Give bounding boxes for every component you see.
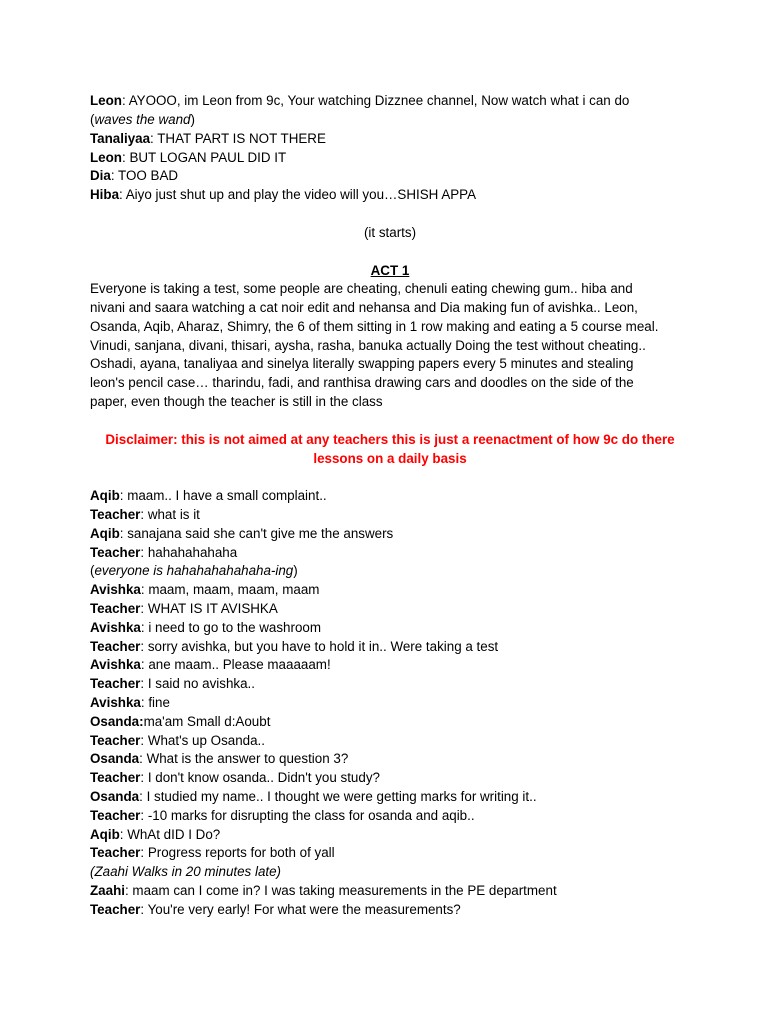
line-text: ma'am Small d:Aoubt [143,714,271,729]
line-text: : i need to go to the washroom [140,620,322,635]
dialogue-line [90,524,690,543]
speaker-name: Hiba [90,187,120,202]
speaker-name: Teacher [90,770,141,785]
line-text: : ane maam.. Please maaaaam! [140,657,331,672]
speaker-name: Teacher [90,507,141,522]
paren-close: ) [190,112,195,127]
dialogue-line [90,674,690,693]
speaker-name: Dia [90,168,111,183]
act-description-line: Everyone is taking a test, some people are cheating, chenuli eating chewing gum.. hiba and [90,281,633,296]
dialogue-line [90,148,690,167]
line-text: : BUT LOGAN PAUL DID IT [122,150,287,165]
line-text: : AYOOO, im Leon from 9c, Your watching Dizznee channel, Now watch what i can do [122,93,630,108]
speaker-name: Osanda: [90,714,144,729]
dialogue-line [90,599,690,618]
speaker-name: Leon [90,93,122,108]
dialogue-line [90,655,690,674]
stage-direction [90,110,690,129]
act-description-line: nivani and saara watching a cat noir edit and nehansa and Dia making fun of avishka.. Leon, [90,300,638,315]
dialogue-line [90,881,690,900]
speaker-name: Zaahi [90,883,125,898]
line-text: : I don't know osanda.. Didn't you study? [140,770,380,785]
line-text: : what is it [140,507,200,522]
stage-text: waves the wand [94,112,191,127]
dialogue-line [90,693,690,712]
dialogue-line [90,505,690,524]
speaker-name: Teacher [90,639,141,654]
dialogue-line [90,580,690,599]
dialogue-line [90,731,690,750]
it-starts: (it starts) [363,225,417,240]
speaker-name: Avishka [90,582,141,597]
line-text: : fine [140,695,170,710]
line-text: : sorry avishka, but you have to hold it in.. Were taking a test [140,639,499,654]
speaker-name: Teacher [90,845,141,860]
speaker-name: Aqib [90,488,120,503]
speaker-name: Avishka [90,620,141,635]
speaker-name: Tanaliyaa [90,131,151,146]
dialogue-line [90,486,690,505]
speaker-name: Aqib [90,526,120,541]
line-text: : THAT PART IS NOT THERE [150,131,326,146]
dialogue-line [90,787,690,806]
stage-direction [90,561,690,580]
stage-text: (Zaahi Walks in 20 minutes late) [90,864,282,879]
dialogue-line [90,843,690,862]
speaker-name: Teacher [90,601,141,616]
dialogue-line [90,618,690,637]
speaker-name: Avishka [90,695,141,710]
dialogue-line [90,543,690,562]
paren-open: ( [90,563,95,578]
speaker-name: Osanda [90,789,140,804]
act-description-line: Vinudi, sanjana, divani, thisari, aysha, rasha, banuka actually Doing the test without cheating.. [90,338,646,353]
speaker-name: Avishka [90,657,141,672]
dialogue-line [90,900,690,919]
speaker-name: Teacher [90,808,141,823]
dialogue-line [90,749,690,768]
line-text: : Aiyo just shut up and play the video will you…SHISH APPA [119,187,477,202]
line-text: : sanajana said she can't give me the answers [119,526,394,541]
line-text: : Progress reports for both of yall [140,845,335,860]
line-text: : What is the answer to question 3? [139,751,349,766]
line-text: : You're very early! For what were the measurements? [140,902,461,917]
dialogue-line [90,712,690,731]
line-text: : maam, maam, maam, maam [140,582,320,597]
line-text: : WHAT IS IT AVISHKA [140,601,278,616]
paren-open: ( [90,112,95,127]
speaker-name: Osanda [90,751,140,766]
dialogue-line [90,637,690,656]
act-heading [90,261,690,280]
line-text: : I said no avishka.. [140,676,255,691]
stage-text: everyone is hahahahahahaha-ing [94,563,294,578]
act-description-line: leon's pencil case… tharindu, fadi, and ranthisa drawing cars and doodles on the side of the [90,375,634,390]
speaker-name: Leon [90,150,122,165]
line-text: : hahahahahaha [140,545,238,560]
speaker-name: Teacher [90,676,141,691]
disclaimer-line: Disclaimer: this is not aimed at any teachers this is just a reenactment of how 9c do there [105,432,675,447]
dialogue-line [90,825,690,844]
speaker-name: Aqib [90,827,120,842]
line-text: : maam can I come in? I was taking measurements in the PE department [124,883,557,898]
act-description-line: Oshadi, ayana, tanaliyaa and sinelya literally swapping papers every 5 minutes and stealing [90,356,634,371]
stage-direction [90,862,690,881]
dialogue-line [90,129,690,148]
line-text: : maam.. I have a small complaint.. [119,488,327,503]
speaker-name: Teacher [90,733,141,748]
act-description-line: paper, even though the teacher is still in the class [90,394,383,409]
dialogue-line [90,768,690,787]
act-description-line: Osanda, Aqib, Aharaz, Shimry, the 6 of them sitting in 1 row making and eating a 5 course meal. [90,319,659,334]
dialogue-line [90,806,690,825]
paren-close: ) [293,563,298,578]
dialogue-line [90,91,690,110]
dialogue-line [90,166,690,185]
speaker-name: Teacher [90,902,141,917]
line-text: : TOO BAD [110,168,179,183]
disclaimer-line: lessons on a daily basis [313,451,467,466]
line-text: : I studied my name.. I thought we were getting marks for writing it.. [139,789,537,804]
line-text: : -10 marks for disrupting the class for osanda and aqib.. [140,808,475,823]
dialogue-line [90,185,690,204]
line-text: : WhAt dID I Do? [119,827,221,842]
line-text: : What's up Osanda.. [140,733,265,748]
act-title: ACT 1 [370,263,410,278]
speaker-name: Teacher [90,545,141,560]
